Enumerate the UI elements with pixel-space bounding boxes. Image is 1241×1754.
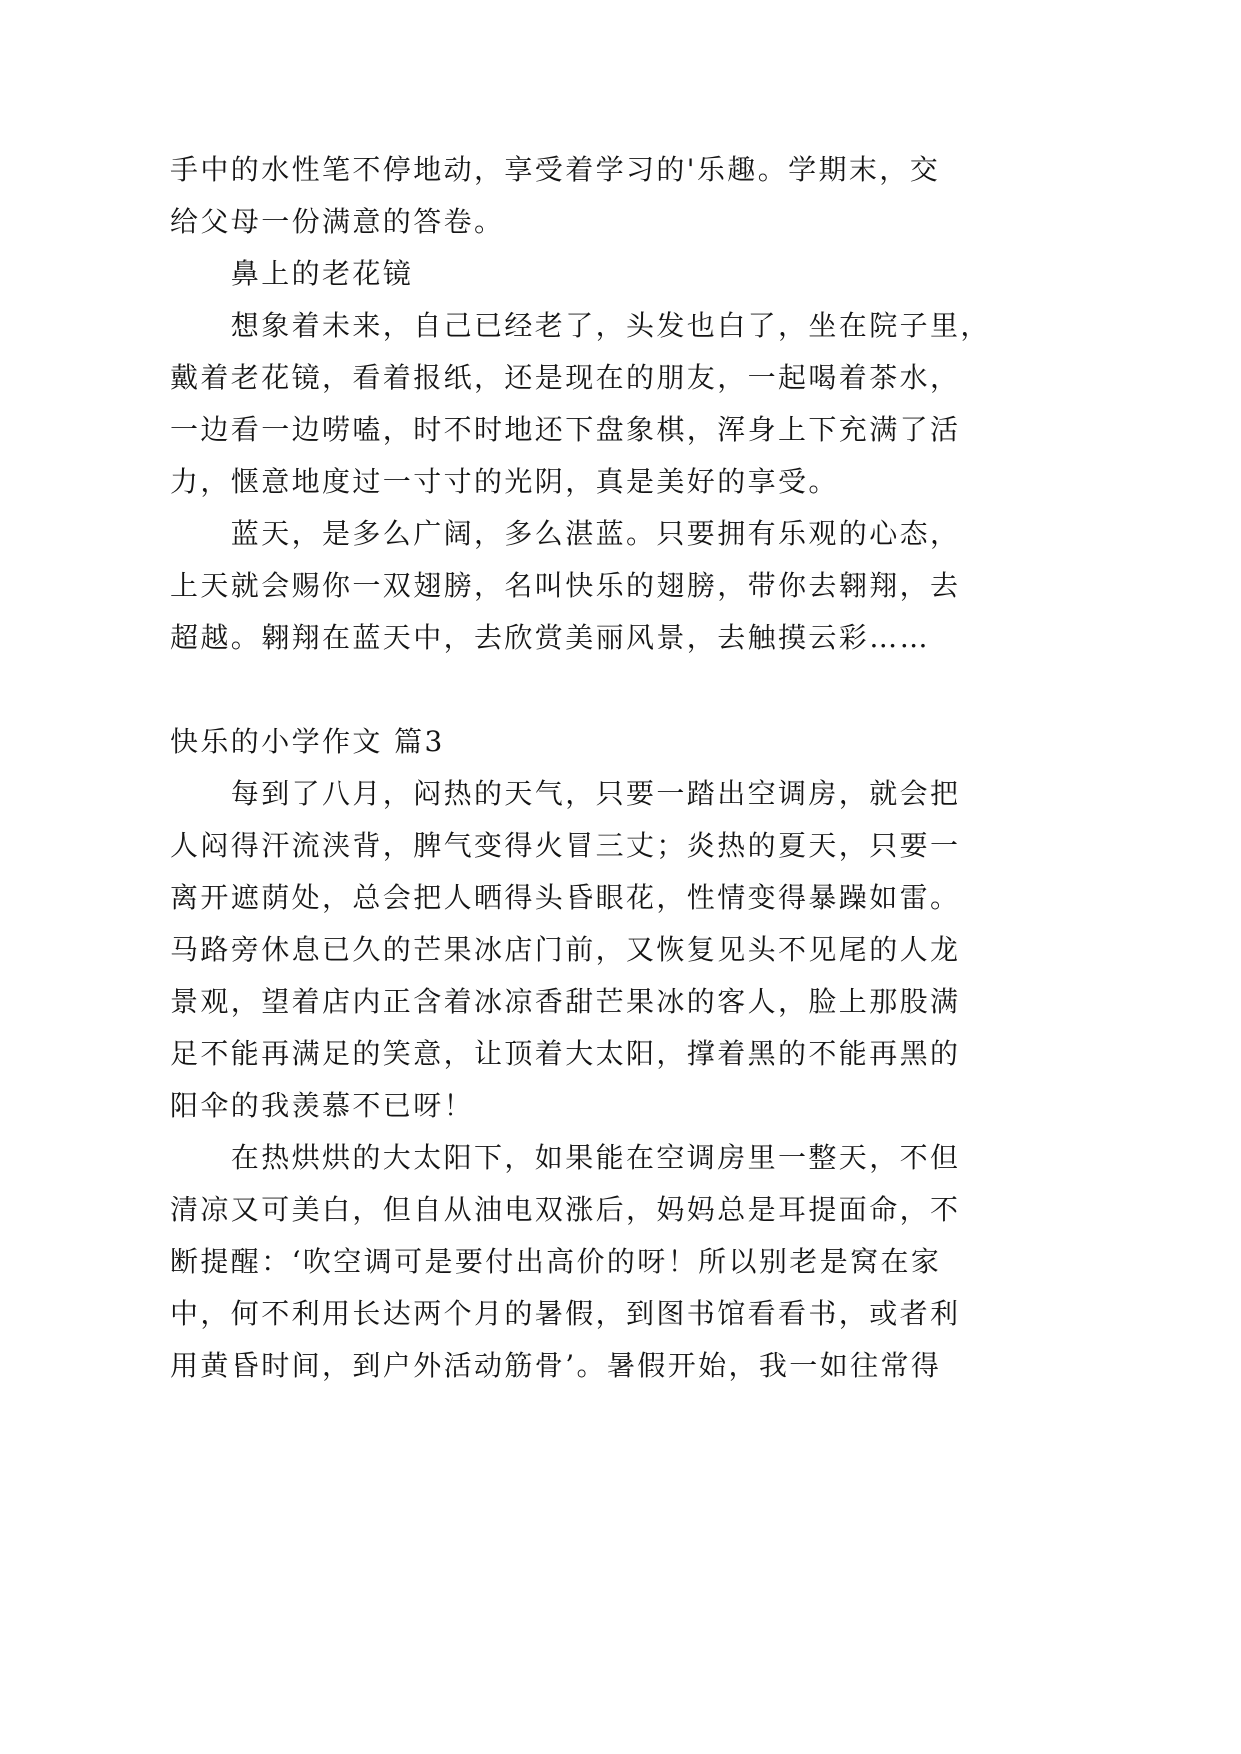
text-line: 马路旁休息已久的芒果冰店门前，又恢复见头不见尾的人龙 <box>170 933 961 966</box>
paragraph <box>170 768 1170 1132</box>
text-line: 鼻上的老花镜 <box>230 257 414 290</box>
text-line: 给父母一份满意的答卷。 <box>170 205 505 238</box>
text-line: 断提醒：‘吹空调可是要付出高价的呀！所以别老是窝在家 <box>170 1245 942 1278</box>
section-3 <box>170 716 1170 1392</box>
text-line: 超越。翱翔在蓝天中，去欣赏美丽风景，去触摸云彩…… <box>170 621 931 654</box>
text-line: 戴着老花镜，看着报纸，还是现在的朋友，一起喝着茶水， <box>170 361 961 394</box>
text-line: 离开遮荫处，总会把人晒得头昏眼花，性情变得暴躁如雷。 <box>170 881 961 914</box>
text-line: 清凉又可美白，但自从油电双涨后，妈妈总是耳提面命，不 <box>170 1193 961 1226</box>
section-heading: 快乐的小学作文 篇3 <box>170 725 445 758</box>
text-line: 上天就会赐你一双翅膀，名叫快乐的翅膀，带你去翱翔，去 <box>170 569 961 602</box>
paragraph-continued <box>170 144 1170 248</box>
text-line: 用黄昏时间，到户外活动筋骨’。暑假开始，我一如往常得 <box>170 1349 942 1382</box>
section-gap <box>170 664 1170 716</box>
paragraph-subtitle <box>170 248 1170 300</box>
paragraph <box>170 508 1170 664</box>
text-line: 力，惬意地度过一寸寸的光阴，真是美好的享受。 <box>170 465 839 498</box>
document-body <box>170 144 1170 1392</box>
paragraph <box>170 1132 1170 1392</box>
text-line: 每到了八月，闷热的天气，只要一踏出空调房，就会把 <box>230 777 961 810</box>
paragraph <box>170 300 1170 508</box>
text-line: 在热烘烘的大太阳下，如果能在空调房里一整天，不但 <box>230 1141 961 1174</box>
text-line: 想象着未来，自己已经老了，头发也白了，坐在院子里， <box>230 309 991 342</box>
text-line: 人闷得汗流浃背，脾气变得火冒三丈；炎热的夏天，只要一 <box>170 829 961 862</box>
text-line: 手中的水性笔不停地动，享受着学习的'乐趣。学期末，交 <box>170 153 941 186</box>
text-line: 一边看一边唠嗑，时不时地还下盘象棋，浑身上下充满了活 <box>170 413 961 446</box>
text-line: 蓝天，是多么广阔，多么湛蓝。只要拥有乐观的心态， <box>230 517 961 550</box>
text-line: 足不能再满足的笑意，让顶着大太阳，撑着黑的不能再黑的 <box>170 1037 961 1070</box>
text-line: 景观，望着店内正含着冰凉香甜芒果冰的客人，脸上那股满 <box>170 985 961 1018</box>
text-line: 阳伞的我羡慕不已呀！ <box>170 1089 475 1122</box>
text-line: 中，何不利用长达两个月的暑假，到图书馆看看书，或者利 <box>170 1297 961 1330</box>
